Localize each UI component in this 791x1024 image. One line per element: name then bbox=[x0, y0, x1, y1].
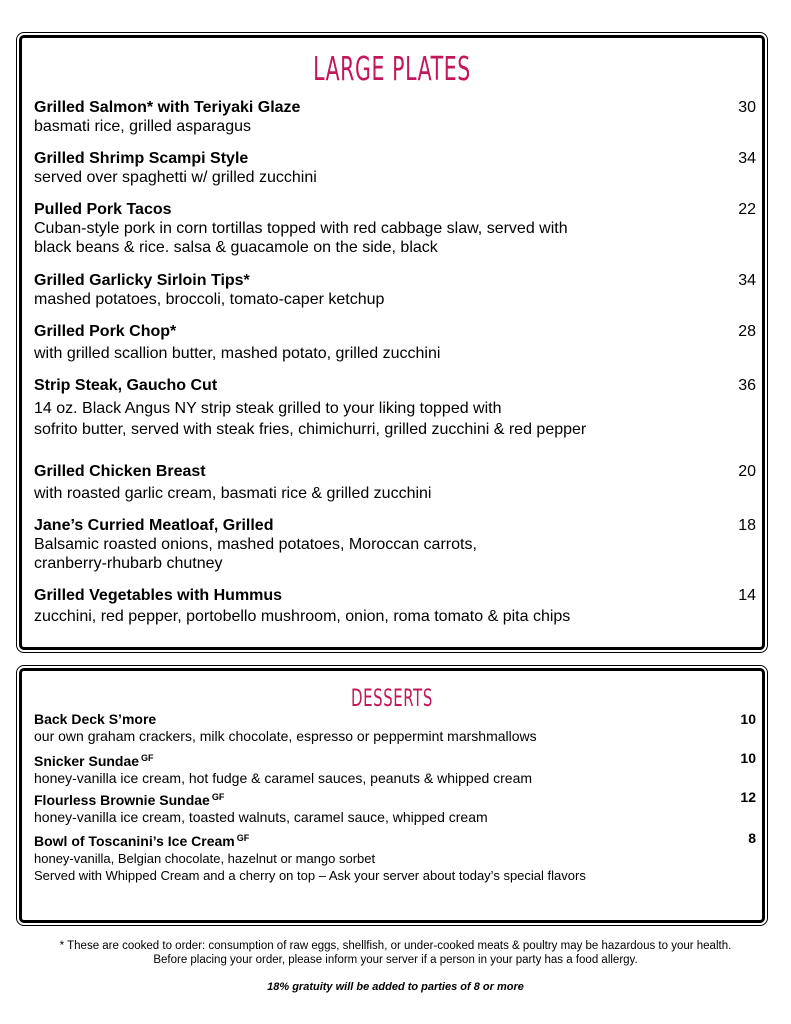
item-name: Grilled Shrimp Scampi Style bbox=[34, 150, 249, 167]
item-description bbox=[34, 219, 756, 257]
item-name: Grilled Garlicky Sirloin Tips* bbox=[34, 272, 250, 289]
item-price: 14 bbox=[738, 587, 756, 604]
description-line: honey-vanilla, Belgian chocolate, hazelnut or mango sorbet bbox=[34, 851, 376, 866]
item-description bbox=[34, 728, 756, 745]
item-price: 22 bbox=[738, 201, 756, 218]
item-price: 30 bbox=[738, 99, 756, 116]
menu-item bbox=[34, 789, 756, 826]
description-line: Balsamic roasted onions, mashed potatoes, Moroccan carrots, bbox=[34, 536, 477, 553]
item-name: Grilled Pork Chop* bbox=[34, 323, 177, 340]
item-description bbox=[34, 484, 756, 503]
item-price: 10 bbox=[740, 711, 756, 727]
menu-item bbox=[34, 586, 756, 626]
menu-item bbox=[34, 462, 756, 503]
menu-item bbox=[34, 376, 756, 440]
description-line: zucchini, red pepper, portobello mushroom, onion, roma tomato & pita chips bbox=[34, 608, 571, 625]
item-name: Jane’s Curried Meatloaf, Grilled bbox=[34, 517, 274, 534]
item-price: 34 bbox=[738, 272, 756, 289]
item-description bbox=[34, 607, 756, 626]
item-description bbox=[34, 168, 756, 187]
item-name-text: Bowl of Toscanini’s Ice Cream bbox=[34, 833, 235, 849]
gluten-free-badge: GF bbox=[211, 792, 225, 802]
menu-item bbox=[34, 200, 756, 257]
item-name: Grilled Chicken Breast bbox=[34, 463, 206, 480]
item-price: 36 bbox=[738, 377, 756, 394]
item-description bbox=[34, 535, 756, 573]
item-price: 34 bbox=[738, 150, 756, 167]
item-price: 8 bbox=[748, 830, 756, 846]
description-line: Cuban-style pork in corn tortillas topped with red cabbage slaw, served with bbox=[34, 220, 568, 237]
item-price: 12 bbox=[740, 789, 756, 805]
large-plates-heading: LARGE PLATES bbox=[313, 49, 471, 88]
gratuity-note: 18% gratuity will be added to parties of 8 or more bbox=[267, 981, 524, 993]
menu-item bbox=[34, 711, 756, 745]
description-line: with grilled scallion butter, mashed potato, grilled zucchini bbox=[34, 345, 441, 362]
menu-item bbox=[34, 271, 756, 309]
disclaimer-line: * These are cooked to order: consumption of raw eggs, shellfish, or under-cooked meats & poultry may be hazardous to your health. bbox=[59, 940, 732, 952]
description-line: black beans & rice. salsa & guacamole on the side, black bbox=[34, 239, 438, 256]
item-name bbox=[34, 789, 756, 809]
item-name bbox=[34, 711, 756, 728]
item-name bbox=[34, 750, 756, 770]
menu-item bbox=[34, 149, 756, 187]
description-line: basmati rice, grilled asparagus bbox=[34, 118, 251, 135]
description-line: cranberry-rhubarb chutney bbox=[34, 555, 223, 572]
description-line: sofrito butter, served with steak fries, chimichurri, grilled zucchini & red pepper bbox=[34, 421, 587, 438]
item-name-text: Back Deck S’more bbox=[34, 711, 157, 727]
item-name: Grilled Vegetables with Hummus bbox=[34, 587, 283, 604]
disclaimer-line: Before placing your order, please inform your server if a person in your party has a food allergy. bbox=[153, 954, 638, 966]
item-description bbox=[34, 850, 756, 884]
menu-item bbox=[34, 830, 756, 884]
item-name-text: Flourless Brownie Sundae bbox=[34, 792, 210, 808]
gluten-free-badge: GF bbox=[141, 753, 154, 763]
gluten-free-badge: GF bbox=[236, 833, 250, 843]
description-line: 14 oz. Black Angus NY strip steak grilled to your liking topped with bbox=[34, 400, 502, 417]
menu-item bbox=[34, 516, 756, 573]
item-description bbox=[34, 117, 756, 136]
item-name bbox=[34, 830, 756, 850]
item-price: 28 bbox=[738, 323, 756, 340]
item-name: Pulled Pork Tacos bbox=[34, 201, 172, 218]
allergy-disclaimer bbox=[0, 939, 791, 967]
desserts-panel bbox=[19, 668, 765, 923]
item-name-text: Snicker Sundae bbox=[34, 753, 140, 769]
item-price: 20 bbox=[738, 463, 756, 480]
item-name: Grilled Salmon* with Teriyaki Glaze bbox=[34, 99, 301, 116]
description-line: honey-vanilla ice cream, toasted walnuts, caramel sauce, whipped cream bbox=[34, 809, 488, 825]
desserts-heading: DESSERTS bbox=[351, 684, 433, 712]
description-line: honey-vanilla ice cream, hot fudge & caramel sauces, peanuts & whipped cream bbox=[34, 770, 533, 786]
item-name: Strip Steak, Gaucho Cut bbox=[34, 377, 218, 394]
item-price: 18 bbox=[738, 517, 756, 534]
item-price: 10 bbox=[740, 750, 756, 766]
item-description bbox=[34, 290, 756, 309]
item-description bbox=[34, 809, 756, 826]
large-plates-panel bbox=[19, 35, 765, 650]
menu-item bbox=[34, 322, 756, 363]
item-description bbox=[34, 398, 756, 440]
item-description bbox=[34, 770, 756, 787]
menu-item bbox=[34, 98, 756, 136]
description-line: served over spaghetti w/ grilled zucchini bbox=[34, 169, 317, 186]
description-line: mashed potatoes, broccoli, tomato-caper ketchup bbox=[34, 291, 385, 308]
description-line: Served with Whipped Cream and a cherry on top – Ask your server about today’s special flavors bbox=[34, 868, 586, 883]
menu-item bbox=[34, 750, 756, 787]
description-line: our own graham crackers, milk chocolate, espresso or peppermint marshmallows bbox=[34, 728, 537, 744]
item-description bbox=[34, 344, 756, 363]
description-line: with roasted garlic cream, basmati rice & grilled zucchini bbox=[34, 485, 432, 502]
